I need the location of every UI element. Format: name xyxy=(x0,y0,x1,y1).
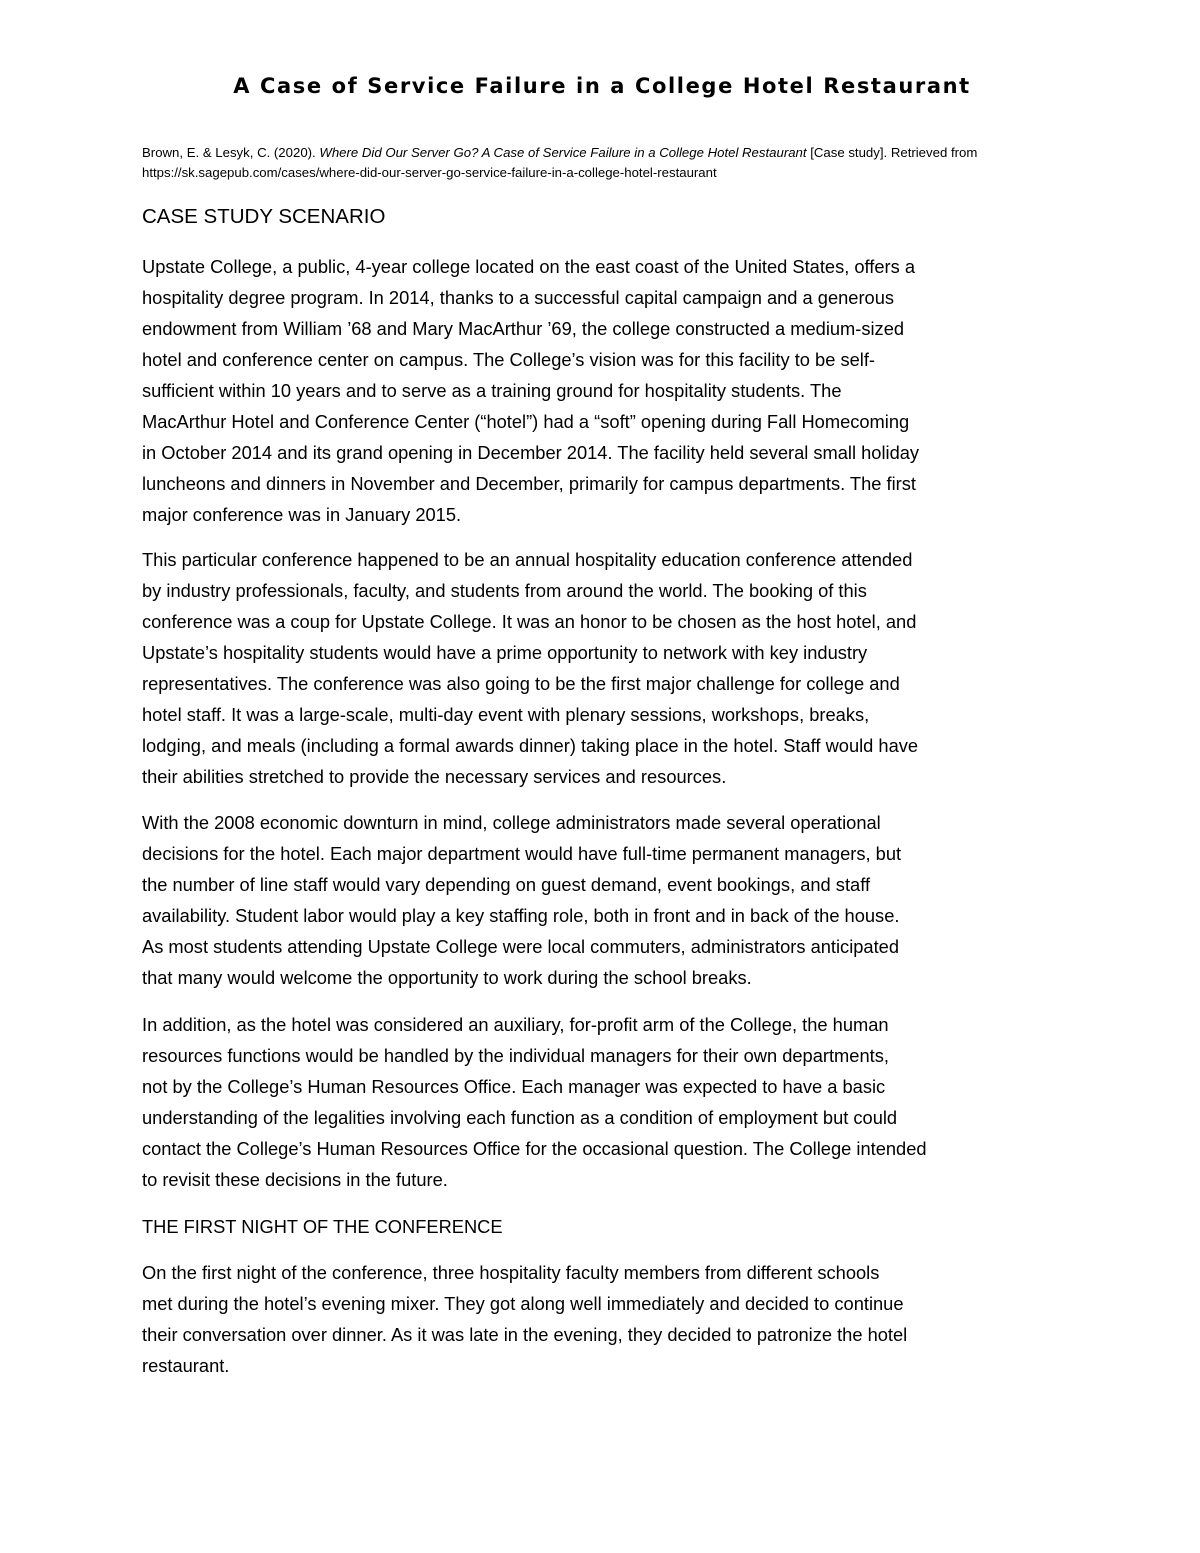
paragraph-line: in October 2014 and its grand opening in December 2014. The facility held several small holiday xyxy=(142,442,920,463)
paragraph-1 xyxy=(142,251,1072,530)
citation-tail: [Case study]. Retrieved from xyxy=(806,145,978,160)
paragraph-line: not by the College’s Human Resources Office. Each manager was expected to have a basic xyxy=(142,1076,886,1097)
paragraph-line: lodging, and meals (including a formal awards dinner) taking place in the hotel. Staff would have xyxy=(142,735,919,756)
paragraph-line: In addition, as the hotel was considered an auxiliary, for-profit arm of the College, the human xyxy=(142,1014,889,1035)
paragraph-line: availability. Student labor would play a key staffing role, both in front and in back of the house. xyxy=(142,905,900,926)
paragraph-line: understanding of the legalities involving each function as a condition of employment but could xyxy=(142,1107,898,1128)
paragraph-line: decisions for the hotel. Each major department would have full-time permanent managers, but xyxy=(142,843,902,864)
paragraph-2 xyxy=(142,544,1072,792)
paragraph-line: met during the hotel’s evening mixer. They got along well immediately and decided to continue xyxy=(142,1293,904,1314)
paragraph-line: to revisit these decisions in the future. xyxy=(142,1169,448,1190)
paragraph-line: conference was a coup for Upstate College. It was an honor to be chosen as the host hotel, and xyxy=(142,611,917,632)
paragraph-4 xyxy=(142,1009,1072,1195)
paragraph-line: As most students attending Upstate College were local commuters, administrators anticipated xyxy=(142,936,900,957)
section-heading: CASE STUDY SCENARIO xyxy=(142,205,386,228)
paragraph-line: their conversation over dinner. As it was late in the evening, they decided to patronize the hotel xyxy=(142,1324,908,1345)
paragraph-line: Upstate College, a public, 4-year college located on the east coast of the United States, offers a xyxy=(142,256,916,277)
paragraph-line: hotel and conference center on campus. The College’s vision was for this facility to be self- xyxy=(142,349,875,370)
document-title: A Case of Service Failure in a College Hotel Restaurant xyxy=(233,74,971,98)
paragraph-line: resources functions would be handled by the individual managers for their own departments, xyxy=(142,1045,889,1066)
paragraph-line: sufficient within 10 years and to serve as a training ground for hospitality students. The xyxy=(142,380,842,401)
paragraph-line: representatives. The conference was also going to be the first major challenge for college and xyxy=(142,673,900,694)
paragraph-line: With the 2008 economic downturn in mind, college administrators made several operational xyxy=(142,812,881,833)
paragraph-line: major conference was in January 2015. xyxy=(142,504,462,525)
subsection-heading: THE FIRST NIGHT OF THE CONFERENCE xyxy=(142,1216,503,1237)
paragraph-line: restaurant. xyxy=(142,1355,230,1376)
paragraph-3 xyxy=(142,807,1072,993)
paragraph-line: Upstate’s hospitality students would have a prime opportunity to network with key industry xyxy=(142,642,868,663)
paragraph-line: their abilities stretched to provide the necessary services and resources. xyxy=(142,766,727,787)
paragraph-line: the number of line staff would vary depending on guest demand, event bookings, and staff xyxy=(142,874,871,895)
paragraph-line: This particular conference happened to be an annual hospitality education conference attended xyxy=(142,549,913,570)
paragraph-line: On the first night of the conference, three hospitality faculty members from different schools xyxy=(142,1262,880,1283)
citation-authors: Brown, E. & Lesyk, C. (2020). xyxy=(142,145,320,160)
paragraph-line: by industry professionals, faculty, and students from around the world. The booking of this xyxy=(142,580,867,601)
citation-line-1 xyxy=(142,143,1072,163)
citation xyxy=(142,143,1072,183)
paragraph-5 xyxy=(142,1257,1072,1381)
paragraph-line: luncheons and dinners in November and December, primarily for campus departments. The first xyxy=(142,473,916,494)
citation-work-title: Where Did Our Server Go? A Case of Service Failure in a College Hotel Restaurant xyxy=(319,145,807,160)
paragraph-line: hotel staff. It was a large-scale, multi-day event with plenary sessions, workshops, breaks, xyxy=(142,704,870,725)
paragraph-line: endowment from William ’68 and Mary MacArthur ’69, the college constructed a medium-sized xyxy=(142,318,905,339)
paragraph-line: contact the College’s Human Resources Office for the occasional question. The College intended xyxy=(142,1138,927,1159)
paragraph-line: that many would welcome the opportunity to work during the school breaks. xyxy=(142,967,752,988)
paragraph-line: MacArthur Hotel and Conference Center (“hotel”) had a “soft” opening during Fall Homecoming xyxy=(142,411,910,432)
paragraph-line: hospitality degree program. In 2014, thanks to a successful capital campaign and a generous xyxy=(142,287,895,308)
citation-url: https://sk.sagepub.com/cases/where-did-our-server-go-service-failure-in-a-college-hotel-restaurant xyxy=(142,165,717,180)
